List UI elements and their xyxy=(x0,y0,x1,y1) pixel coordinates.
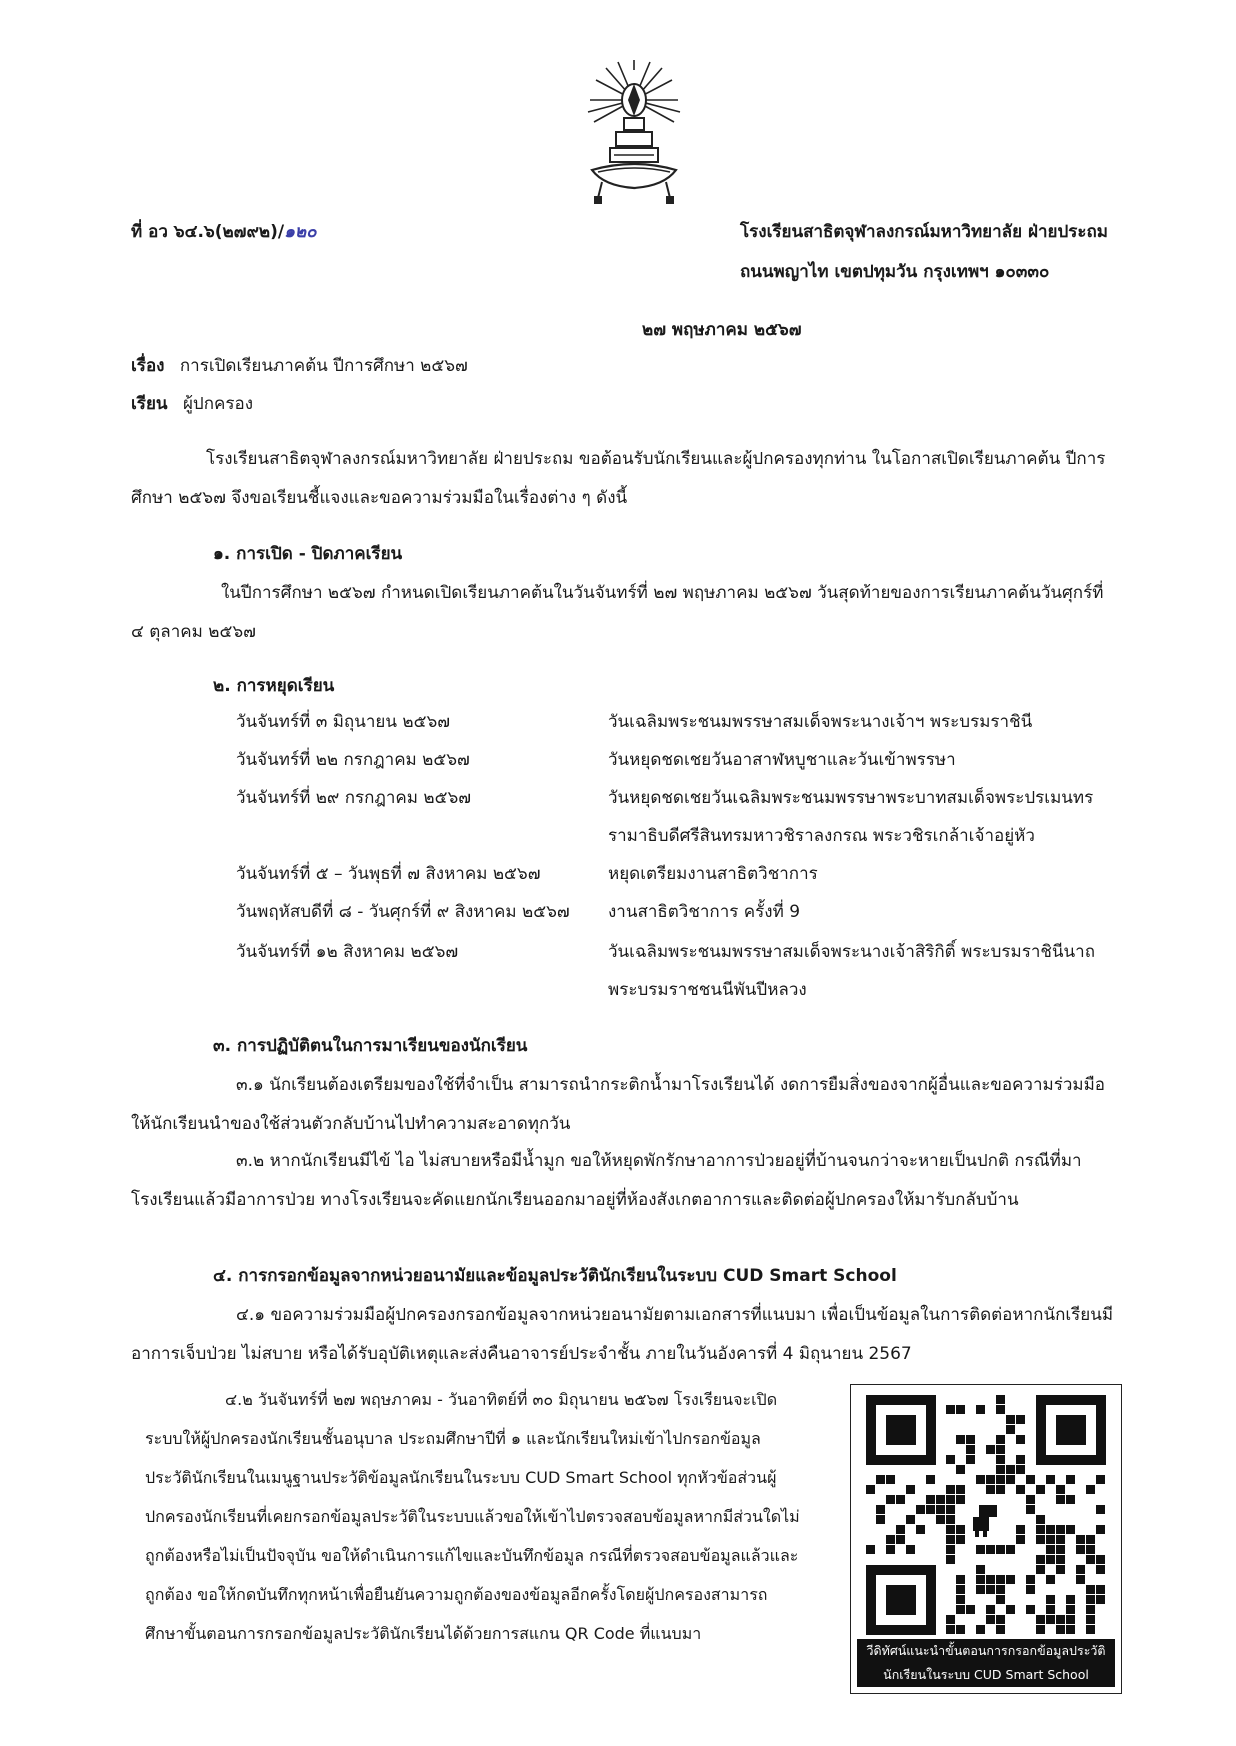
qr-module xyxy=(1086,1625,1095,1634)
qr-module xyxy=(1086,1535,1095,1544)
holiday-row xyxy=(236,784,1136,860)
qr-module xyxy=(946,1555,955,1564)
holiday-row xyxy=(236,898,1136,936)
qr-module xyxy=(996,1575,1005,1584)
holiday-name: วันหยุดชดเชยวันอาสาฬหบูชาและวันเข้าพรรษา xyxy=(608,750,956,770)
qr-module xyxy=(946,1515,955,1524)
qr-module xyxy=(986,1475,995,1484)
qr-module xyxy=(936,1505,945,1514)
holiday-date: วันจันทร์ที่ ๑๒ สิงหาคม ๒๕๖๗ xyxy=(236,942,459,962)
qr-module xyxy=(886,1495,895,1504)
qr-module xyxy=(986,1485,995,1494)
qr-module xyxy=(956,1405,965,1414)
qr-module xyxy=(1026,1575,1035,1584)
holiday-name: หยุดเตรียมงานสาธิตวิชาการ xyxy=(608,864,818,884)
school-emblem xyxy=(584,60,684,210)
qr-module xyxy=(1056,1615,1065,1624)
holiday-date: วันพฤหัสบดีที่ ๘ - วันศุกร์ที่ ๙ สิงหาคม ๒๕๖๗ xyxy=(236,902,570,922)
section3-paragraph-2: ๓.๒ หากนักเรียนมีไข้ ไอ ไม่สบายหรือมีน้ำมูก ขอให้หยุดพักรักษาอาการป่วยอยู่ที่บ้านจนกว่าจะหายเป็นปกติ กรณีที่มาโรงเรียนแล้วมีอาการป่วย ทางโรงเรียนจะคัดแยกนักเรียนออกมาอยู่ที่ห้องสังเกตอาการและติดต่อผู้ปกครองให้มารับกลับบ้าน xyxy=(131,1151,1082,1210)
qr-module xyxy=(1006,1425,1015,1434)
qr-module xyxy=(1066,1475,1075,1484)
qr-module xyxy=(1006,1415,1015,1424)
qr-module xyxy=(1076,1575,1085,1584)
qr-module xyxy=(1016,1415,1025,1424)
qr-module xyxy=(1026,1505,1035,1514)
qr-module xyxy=(946,1545,955,1554)
qr-module xyxy=(1096,1595,1105,1604)
to-label: เรียน xyxy=(131,394,168,414)
qr-module xyxy=(1046,1525,1055,1534)
qr-module xyxy=(996,1465,1005,1474)
school-address: ถนนพญาไท เขตปทุมวัน กรุงเทพฯ ๑๐๓๓๐ xyxy=(740,262,1050,282)
qr-module xyxy=(926,1475,935,1484)
qr-module xyxy=(1066,1625,1075,1634)
qr-module xyxy=(956,1535,965,1544)
qr-module xyxy=(956,1605,965,1614)
qr-module xyxy=(1096,1505,1105,1514)
section4-heading: ๔. การกรอกข้อมูลจากหน่วยอนามัยและข้อมูลประวัตินักเรียนในระบบ CUD Smart School xyxy=(213,1266,897,1286)
qr-module xyxy=(936,1495,945,1504)
qr-module xyxy=(986,1605,995,1614)
qr-module xyxy=(886,1545,895,1554)
qr-module xyxy=(1066,1495,1075,1504)
holiday-date: วันจันทร์ที่ ๓ มิถุนายน ๒๕๖๗ xyxy=(236,712,451,732)
qr-module xyxy=(1096,1525,1105,1534)
qr-module xyxy=(1036,1515,1045,1524)
qr-module xyxy=(866,1485,875,1494)
holiday-date: วันจันทร์ที่ ๒๒ กรกฎาคม ๒๕๖๗ xyxy=(236,750,470,770)
qr-module xyxy=(896,1495,905,1504)
qr-module xyxy=(876,1505,885,1514)
qr-module xyxy=(1046,1545,1055,1554)
qr-module xyxy=(996,1445,1005,1454)
qr-module xyxy=(1056,1625,1065,1634)
qr-module xyxy=(896,1535,905,1544)
holiday-name-cont: รามาธิบดีศรีสินทรมหาวชิราลงกรณ พระวชิรเกล้าเจ้าอยู่หัว xyxy=(608,826,1035,846)
qr-module xyxy=(1036,1555,1045,1564)
qr-module xyxy=(896,1525,905,1534)
section3-heading: ๓. การปฏิบัติตนในการมาเรียนของนักเรียน xyxy=(213,1036,528,1056)
qr-module xyxy=(996,1585,1005,1594)
qr-module xyxy=(996,1625,1005,1634)
qr-module xyxy=(1086,1615,1095,1624)
qr-module xyxy=(1066,1605,1075,1614)
holiday-row xyxy=(236,708,1136,746)
qr-module xyxy=(986,1575,995,1584)
school-name: โรงเรียนสาธิตจุฬาลงกรณ์มหาวิทยาลัย ฝ่ายประถม xyxy=(740,222,1108,242)
reference-number-text: ที่ อว ๖๔.๖(๒๗๙๒)/ xyxy=(131,222,285,242)
qr-module xyxy=(1026,1495,1035,1504)
qr-module xyxy=(996,1405,1005,1414)
qr-module xyxy=(1026,1585,1035,1594)
qr-module xyxy=(946,1625,955,1634)
qr-module xyxy=(976,1545,985,1554)
section3-paragraph-1: ๓.๑ นักเรียนต้องเตรียมของใช้ที่จำเป็น สามารถนำกระติกน้ำมาโรงเรียนได้ งดการยืมสิ่งของจากผู้อื่นและขอความร่วมมือให้นักเรียนนำของใช้ส่วนตัวกลับบ้านไปทำความสะอาดทุกวัน xyxy=(131,1075,1106,1134)
qr-module xyxy=(1056,1525,1065,1534)
qr-module xyxy=(1066,1525,1075,1534)
holiday-name: วันเฉลิมพระชนมพรรษาสมเด็จพระนางเจ้าสิริกิติ์ พระบรมราชินีนาถ xyxy=(608,942,1096,962)
qr-logo-head xyxy=(979,1505,997,1517)
qr-module xyxy=(966,1455,975,1464)
qr-finder-inner xyxy=(1056,1415,1086,1445)
qr-module xyxy=(996,1435,1005,1444)
qr-module xyxy=(946,1615,955,1624)
qr-module xyxy=(926,1505,935,1514)
qr-module xyxy=(1056,1535,1065,1544)
qr-module xyxy=(996,1485,1005,1494)
qr-module xyxy=(1076,1545,1085,1554)
qr-module xyxy=(1066,1595,1075,1604)
qr-logo-leg xyxy=(975,1531,979,1537)
qr-caption xyxy=(857,1639,1115,1687)
qr-module xyxy=(946,1525,955,1534)
holiday-date: วันจันทร์ที่ ๕ – วันพุธที่ ๗ สิงหาคม ๒๕๖๗ xyxy=(236,864,541,884)
qr-module xyxy=(1086,1485,1095,1494)
section1-body: ในปีการศึกษา ๒๕๖๗ กำหนดเปิดเรียนภาคต้นในวันจันทร์ที่ ๒๗ พฤษภาคม ๒๕๖๗ วันสุดท้ายของการเรียนภาคต้นวันศุกร์ที่ ๔ ตุลาคม ๒๕๖๗ xyxy=(131,583,1104,642)
qr-module xyxy=(956,1525,965,1534)
qr-module xyxy=(1016,1525,1025,1534)
qr-module xyxy=(1006,1475,1015,1484)
qr-module xyxy=(1016,1455,1025,1464)
qr-module xyxy=(1056,1495,1065,1504)
to-line xyxy=(131,390,253,417)
qr-caption-line-1: วีดิทัศน์แนะนำขั้นตอนการกรอกข้อมูลประวัติ xyxy=(866,1643,1106,1658)
qr-module xyxy=(886,1475,895,1484)
qr-module xyxy=(1006,1545,1015,1554)
holiday-name: วันเฉลิมพระชนมพรรษาสมเด็จพระนางเจ้าฯ พระบรมราชินี xyxy=(608,712,1033,732)
holiday-row xyxy=(236,938,1136,1014)
qr-module xyxy=(956,1595,965,1604)
qr-module xyxy=(1016,1535,1025,1544)
qr-module xyxy=(946,1505,955,1514)
subject-text: การเปิดเรียนภาคต้น ปีการศึกษา ๒๕๖๗ xyxy=(179,356,468,376)
qr-module xyxy=(1036,1535,1045,1544)
qr-module xyxy=(966,1435,975,1444)
qr-module xyxy=(956,1585,965,1594)
qr-module xyxy=(1056,1485,1065,1494)
handwritten-number: ๑๒๐ xyxy=(284,222,317,242)
qr-module xyxy=(1096,1555,1105,1564)
qr-module xyxy=(926,1495,935,1504)
qr-module xyxy=(1086,1605,1095,1614)
qr-module xyxy=(1006,1575,1015,1584)
qr-logo-leg xyxy=(983,1531,987,1537)
qr-module xyxy=(1096,1565,1105,1574)
qr-module xyxy=(1006,1465,1015,1474)
qr-logo-body xyxy=(973,1517,989,1531)
qr-module xyxy=(1056,1565,1065,1574)
qr-module xyxy=(966,1445,975,1454)
qr-module xyxy=(1036,1525,1045,1534)
qr-module xyxy=(976,1585,985,1594)
qr-module xyxy=(1086,1585,1095,1594)
qr-module xyxy=(956,1625,965,1634)
qr-module xyxy=(996,1545,1005,1554)
holiday-name: วันหยุดชดเชยวันเฉลิมพระชนมพรรษาพระบาทสมเด็จพระปรเมนทร xyxy=(608,788,1094,808)
qr-module xyxy=(956,1575,965,1584)
qr-module xyxy=(1006,1605,1015,1614)
qr-module xyxy=(1076,1535,1085,1544)
qr-module xyxy=(1056,1555,1065,1564)
qr-module xyxy=(1016,1465,1025,1474)
qr-module xyxy=(1096,1585,1105,1594)
qr-module xyxy=(976,1625,985,1634)
qr-module xyxy=(946,1495,955,1504)
qr-module xyxy=(996,1455,1005,1464)
qr-module xyxy=(976,1405,985,1414)
qr-module xyxy=(1026,1605,1035,1614)
qr-module xyxy=(1046,1615,1055,1624)
qr-module xyxy=(906,1485,915,1494)
qr-module xyxy=(1076,1565,1085,1574)
qr-module xyxy=(986,1545,995,1554)
qr-module xyxy=(976,1575,985,1584)
qr-module xyxy=(916,1505,925,1514)
qr-module xyxy=(996,1395,1005,1404)
document-date: ๒๗ พฤษภาคม ๒๕๖๗ xyxy=(642,320,802,340)
intro-paragraph: โรงเรียนสาธิตจุฬาลงกรณ์มหาวิทยาลัย ฝ่ายประถม ขอต้อนรับนักเรียนและผู้ปกครองทุกท่าน ในโอกาสเปิดเรียนภาคต้น ปีการศึกษา ๒๕๖๗ จึงขอเรียนชี้แจงและขอความร่วมมือในเรื่องต่าง ๆ ดังนี้ xyxy=(131,449,1106,508)
section2-heading: ๒. การหยุดเรียน xyxy=(213,676,335,696)
qr-code-panel[interactable] xyxy=(850,1384,1122,1694)
qr-module xyxy=(996,1475,1005,1484)
qr-module xyxy=(996,1595,1005,1604)
reference-number xyxy=(131,218,316,245)
qr-module xyxy=(1036,1625,1045,1634)
qr-module xyxy=(1046,1595,1055,1604)
holiday-date: วันจันทร์ที่ ๒๙ กรกฎาคม ๒๕๖๗ xyxy=(236,788,472,808)
qr-module xyxy=(906,1515,915,1524)
section4-paragraph-1: ๔.๑ ขอความร่วมมือผู้ปกครองกรอกข้อมูลจากหน่วยอนามัยตามเอกสารที่แนบมา เพื่อเป็นข้อมูลในการติดต่อหากนักเรียนมีอาการเจ็บป่วย ไม่สบาย หรือได้รับอุบัติเหตุและส่งคืนอาจารย์ประจำชั้น ภายในวันอังคารที่ 4 มิถุนายน 2567 xyxy=(131,1305,1114,1364)
qr-finder-inner xyxy=(886,1585,916,1615)
qr-module xyxy=(1036,1565,1045,1574)
qr-module xyxy=(1086,1545,1095,1554)
qr-module xyxy=(976,1565,985,1574)
qr-module xyxy=(1046,1575,1055,1584)
section1-heading: ๑. การเปิด - ปิดภาคเรียน xyxy=(213,544,403,564)
qr-module xyxy=(956,1485,965,1494)
qr-module xyxy=(946,1405,955,1414)
subject-line xyxy=(131,352,468,379)
qr-module xyxy=(916,1525,925,1534)
subject-label: เรื่อง xyxy=(131,356,165,376)
qr-module xyxy=(1096,1475,1105,1484)
qr-module xyxy=(976,1475,985,1484)
holiday-name-cont: พระบรมราชชนนีพันปีหลวง xyxy=(608,980,807,1000)
to-text: ผู้ปกครอง xyxy=(182,394,253,414)
qr-module xyxy=(956,1465,965,1474)
qr-module xyxy=(986,1615,995,1624)
qr-module xyxy=(866,1545,875,1554)
qr-module xyxy=(1036,1485,1045,1494)
qr-module xyxy=(996,1615,1005,1624)
qr-module xyxy=(876,1475,885,1484)
qr-module xyxy=(1056,1545,1065,1554)
qr-module xyxy=(886,1535,895,1544)
qr-module xyxy=(946,1485,955,1494)
qr-module xyxy=(966,1605,975,1614)
qr-module xyxy=(1016,1485,1025,1494)
qr-module xyxy=(936,1515,945,1524)
holiday-row xyxy=(236,746,1136,784)
qr-finder-inner xyxy=(886,1415,916,1445)
holiday-row xyxy=(236,860,1136,898)
qr-module xyxy=(986,1585,995,1594)
qr-module xyxy=(1086,1555,1095,1564)
qr-module xyxy=(1036,1615,1045,1624)
qr-module xyxy=(1046,1535,1055,1544)
qr-module xyxy=(946,1455,955,1464)
section4-paragraph-2: ๔.๒ วันจันทร์ที่ ๒๗ พฤษภาคม - วันอาทิตย์ที่ ๓๐ มิถุนายน ๒๕๖๗ โรงเรียนจะเปิดระบบให้ผู้ปกครองนักเรียนชั้นอนุบาล ประถมศึกษาปีที่ ๑ และนักเรียนใหม่เข้าไปกรอกข้อมูลประวัตินักเรียนในเมนูฐานประวัติข้อมูลนักเรียนในระบบ CUD Smart School ทุกหัวข้อส่วนผู้ปกครองนักเรียนที่เคยกรอกข้อมูลประวัติในระบบแล้วขอให้เข้าไปตรวจสอบข้อมูลหากมีส่วนใดไม่ถูกต้องหรือไม่เป็นปัจจุบัน ขอให้ดำเนินการแก้ไขและบันทึกข้อมูล กรณีที่ตรวจสอบข้อมูลแล้วและถูกต้อง ขอให้กดบันทึกทุกหน้าเพื่อยืนยันความถูกต้องของข้อมูลอีกครั้งโดยผู้ปกครองสามารถศึกษาขั้นตอนการกรอกข้อมูลประวัตินักเรียนได้ด้วยการสแกน QR Code ที่แนบมา xyxy=(145,1390,800,1643)
qr-code-image[interactable] xyxy=(861,1395,1111,1635)
qr-module xyxy=(906,1545,915,1554)
qr-module xyxy=(1016,1435,1025,1444)
qr-module xyxy=(1026,1475,1035,1484)
holiday-name: งานสาธิตวิชาการ ครั้งที่ 9 xyxy=(608,902,801,922)
qr-module xyxy=(1066,1615,1075,1624)
qr-module xyxy=(1086,1595,1095,1604)
qr-caption-line-2: นักเรียนในระบบ CUD Smart School xyxy=(883,1667,1089,1682)
qr-module xyxy=(956,1495,965,1504)
qr-module xyxy=(1046,1605,1055,1614)
qr-module xyxy=(946,1535,955,1544)
qr-module xyxy=(876,1515,885,1524)
qr-module xyxy=(956,1435,965,1444)
qr-module xyxy=(1046,1555,1055,1564)
qr-module xyxy=(1046,1475,1055,1484)
qr-module xyxy=(986,1445,995,1454)
